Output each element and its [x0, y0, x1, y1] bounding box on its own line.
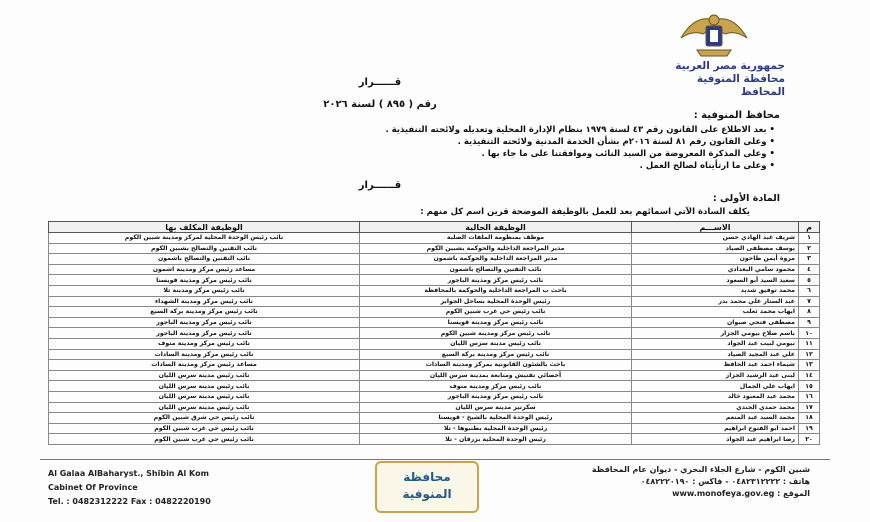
table-row	[49, 307, 820, 318]
row-number: ١٩	[799, 423, 820, 434]
assigned-job: نائب رئيس مركز ومدينة الباجور	[49, 317, 360, 328]
current-job: نائب رئيس مركز ومدينة قويسنا	[360, 317, 632, 328]
row-number: ٥	[799, 275, 820, 286]
employee-name: ايهاب علي الجمال	[632, 381, 799, 392]
employee-name: محمد حمدي الجندي	[632, 402, 799, 413]
assigned-job: نائب رئيس مدينة سرس الليان	[49, 402, 360, 413]
row-number: ١٨	[799, 413, 820, 424]
row-number: ١١	[799, 338, 820, 349]
preamble-item: • وعلى القانون رقم ٨١ لسنة ٢٠١٦م بشأن الخدمة المدنية ولائحته التنفيذية .	[135, 136, 775, 148]
employee-name: لبنى عبد الرشيد الجزار	[632, 370, 799, 381]
footer-english	[48, 467, 211, 509]
row-number: ١٠	[799, 328, 820, 339]
table-row	[49, 413, 820, 424]
decree-title: قــــــرار	[358, 77, 402, 88]
footer-cabinet-en: Cabinet Of Province	[48, 483, 138, 492]
assigned-job: نائب رئيس مركز ومدينة بركة السبع	[49, 307, 360, 318]
table-row	[49, 285, 820, 296]
current-job: نائب رئيس مركز ومدينة شبين الكوم	[360, 328, 632, 339]
table-row	[49, 360, 820, 371]
table-row	[49, 233, 820, 244]
row-number: ١٧	[799, 402, 820, 413]
assigned-job: نائب رئيس مركز ومدينة منوف	[49, 338, 360, 349]
footer-phone-ar: هاتف : ٠٤٨٢٣١٢٢٢٢ - فاكس : ٠٤٨٢٢٢٠١٩٠	[640, 477, 810, 486]
assigned-job: نائب رئيس مركز ومدينة السادات	[49, 349, 360, 360]
current-job: نائب رئيس مركز ومدينة منوف	[360, 381, 632, 392]
employee-name: احمد ابو الفتوح ابراهيم	[632, 423, 799, 434]
governor-label: محافظ المنوفية :	[693, 110, 780, 121]
table-row	[49, 349, 820, 360]
employee-name: محمود سامي البغدادي	[632, 264, 799, 275]
decree-subheading: قــــــرار	[358, 180, 402, 191]
employee-name: يوسف مصطفى الصياد	[632, 243, 799, 254]
employee-name: شيماء احمد عبد الحافظ	[632, 360, 799, 371]
employee-name: رضا ابراهيم عبد الجواد	[632, 434, 799, 445]
row-number: ٢	[799, 243, 820, 254]
table-row	[49, 275, 820, 286]
col-header-current-job: الوظيفة الحالية	[360, 222, 632, 233]
table-row	[49, 296, 820, 307]
col-header-number: م	[799, 222, 820, 233]
assigned-job: نائب رئيس حي شرق شبين الكوم	[49, 413, 360, 424]
country-name: جمهورية مصر العربية	[675, 60, 785, 72]
assignments-table	[48, 221, 820, 445]
assigned-job: نائب رئيس مركز ومدينة قويسنا	[49, 275, 360, 286]
current-job: نائب رئيس مدينة سرس الليان	[360, 338, 632, 349]
employee-name: محمد عبد المعبود خالد	[632, 391, 799, 402]
current-job: باحث بالشئون القانونية بمركز ومدينة السادات	[360, 360, 632, 371]
table-row	[49, 243, 820, 254]
eagle-emblem-icon	[675, 8, 753, 60]
letterhead	[675, 60, 785, 99]
footer-website[interactable]: الموقع : www.monofeya.gov.eg	[672, 489, 810, 498]
table-row	[49, 423, 820, 434]
table-header-row	[49, 222, 820, 233]
table-row	[49, 370, 820, 381]
row-number: ١٣	[799, 360, 820, 371]
footer-phone-en: Tel. : 0482312222 Fax : 0482220190	[48, 497, 211, 506]
table-row	[49, 402, 820, 413]
preamble-item: • بعد الاطلاع على القانون رقم ٤٣ لسنة ١٩٧٩ بنظام الإدارة المحلية وتعديله ولائحته التنفيذية .	[135, 124, 775, 136]
employee-name: مصطفى فتحي صيوان	[632, 317, 799, 328]
assigned-job: نائب رئيس مدينة سرس الليان	[49, 370, 360, 381]
row-number: ١٤	[799, 370, 820, 381]
current-job: رئيس الوحدة المحلية بزرقان - تلا	[360, 434, 632, 445]
assigned-job: مساعد رئيس مركز ومدينة السادات	[49, 360, 360, 371]
employee-name: محمد توفيق شديد	[632, 285, 799, 296]
row-number: ١٥	[799, 381, 820, 392]
preamble-list	[135, 124, 775, 172]
employee-name: بيومي لبيب عبد الجواد	[632, 338, 799, 349]
current-job: نائب رئيس مركز ومدينة بركة السبع	[360, 349, 632, 360]
governorate-name: محافظة المنوفية	[696, 73, 785, 85]
employee-name: محمد السيد عبد المنعم	[632, 413, 799, 424]
employee-name: شريف عبد الهادي حسن	[632, 233, 799, 244]
current-job: رئيس الوحدة المحلية بطنبوها - تلا	[360, 423, 632, 434]
footer-divider	[40, 459, 830, 460]
preamble-item: • وعلى ما ارتأيناه لصالح العمل .	[135, 160, 775, 172]
row-number: ٦	[799, 285, 820, 296]
row-number: ٨	[799, 307, 820, 318]
assigned-job: نائب رئيس مركز ومدينة تلا	[49, 285, 360, 296]
row-number: ٣	[799, 254, 820, 265]
table-row	[49, 328, 820, 339]
assigned-job: مساعد رئيس مركز ومدينة اشمون	[49, 264, 360, 275]
col-header-assigned-job: الوظيفة المكلف بها	[49, 222, 360, 233]
assigned-job: نائب التقنين والتصالح بشبين الكوم	[49, 243, 360, 254]
row-number: ١	[799, 233, 820, 244]
assigned-job: نائب رئيس مدينة سرس الليان	[49, 381, 360, 392]
employee-name: باسم صلاح بيومي الجزار	[632, 328, 799, 339]
assigned-job: نائب رئيس مركز ومدينة الشهداء	[49, 296, 360, 307]
employee-name: ايهاب محمد ثعلب	[632, 307, 799, 318]
footer-address-ar: شبين الكوم - شارع الجلاء البحري - ديوان عام المحافظة	[591, 465, 810, 474]
current-job: نائب التقنين والتصالح باشمون	[360, 264, 632, 275]
employee-name: سعيد السيد أبو السعود	[632, 275, 799, 286]
table-row	[49, 434, 820, 445]
employee-name: علي عبد المجيد الصياد	[632, 349, 799, 360]
decree-number: رقم ( ٨٩٥ ) لسنة ٢٠٢٦	[323, 99, 437, 110]
assigned-job: نائب رئيس مدينة سرس الليان	[49, 391, 360, 402]
assigned-job: نائب التقنين والتصالح باشمون	[49, 254, 360, 265]
logo-line-2: المنوفية	[402, 487, 452, 501]
assigned-job: نائب رئيس حي غرب شبين الكوم	[49, 434, 360, 445]
row-number: ٩	[799, 317, 820, 328]
assigned-job: نائب رئيس حي غرب شبين الكوم	[49, 423, 360, 434]
assigned-job: نائب رئيس الوحدة المحلية لمركز ومدينة شبين الكوم	[49, 233, 360, 244]
current-job: موظف بمنظومة الملفات الصلبة	[360, 233, 632, 244]
table-row	[49, 391, 820, 402]
current-job: باحث ب المراجعة الداخلية والحوكمة بالمحافظة	[360, 285, 632, 296]
current-job: سكرتير مدينة سرس الليان	[360, 402, 632, 413]
row-number: ١٦	[799, 391, 820, 402]
current-job: رئيس الوحدة المحلية بساحل الجوابر	[360, 296, 632, 307]
table-row	[49, 381, 820, 392]
employee-name: مروة أيمن طاحون	[632, 254, 799, 265]
current-job: رئيس الوحدة المحلية بالشيخ - قويسنا	[360, 413, 632, 424]
current-job: نائب رئيس مركز ومدينة الباجور	[360, 391, 632, 402]
article-one-text: يكلف السادة الآتي اسمائهم بعد للعمل بالوظيفة الموضحة قرين اسم كل منهم :	[420, 207, 750, 217]
article-one-label: المادة الأولى :	[712, 193, 780, 204]
office-name: المحافظ	[740, 86, 785, 98]
assigned-job: نائب رئيس مركز ومدينة الباجور	[49, 328, 360, 339]
row-number: ٧	[799, 296, 820, 307]
preamble-item: • وعلى المذكرة المعروضة من السيد النائب وموافقتنا على ما جاء بها .	[135, 148, 775, 160]
decree-heading	[300, 72, 460, 116]
current-job: مدير المراجعة الداخلية والحوكمة باشمون	[360, 254, 632, 265]
row-number: ١٢	[799, 349, 820, 360]
row-number: ٢٠	[799, 434, 820, 445]
current-job: نائب رئيس حي غرب شبين الكوم	[360, 307, 632, 318]
table-row	[49, 317, 820, 328]
logo-line-1: محافظة	[403, 470, 451, 484]
current-job: نائب رئيس مركز ومدينة الباجور	[360, 275, 632, 286]
row-number: ٤	[799, 264, 820, 275]
employee-name: عبد الستار علي محمد بدر	[632, 296, 799, 307]
col-header-name: الاســـم	[632, 222, 799, 233]
table-row	[49, 264, 820, 275]
current-job: مدير المراجعة الداخلية والحوكمة بشبين الكوم	[360, 243, 632, 254]
governorate-logo	[375, 461, 479, 513]
table-row	[49, 254, 820, 265]
footer-arabic	[592, 464, 810, 500]
table-row	[49, 338, 820, 349]
footer-address-en: Al Galaa AlBaharyst., Shibin Al Kom	[48, 469, 209, 478]
current-job: أخصائي تفتيش ومتابعة بمدينة سرس الليان	[360, 370, 632, 381]
